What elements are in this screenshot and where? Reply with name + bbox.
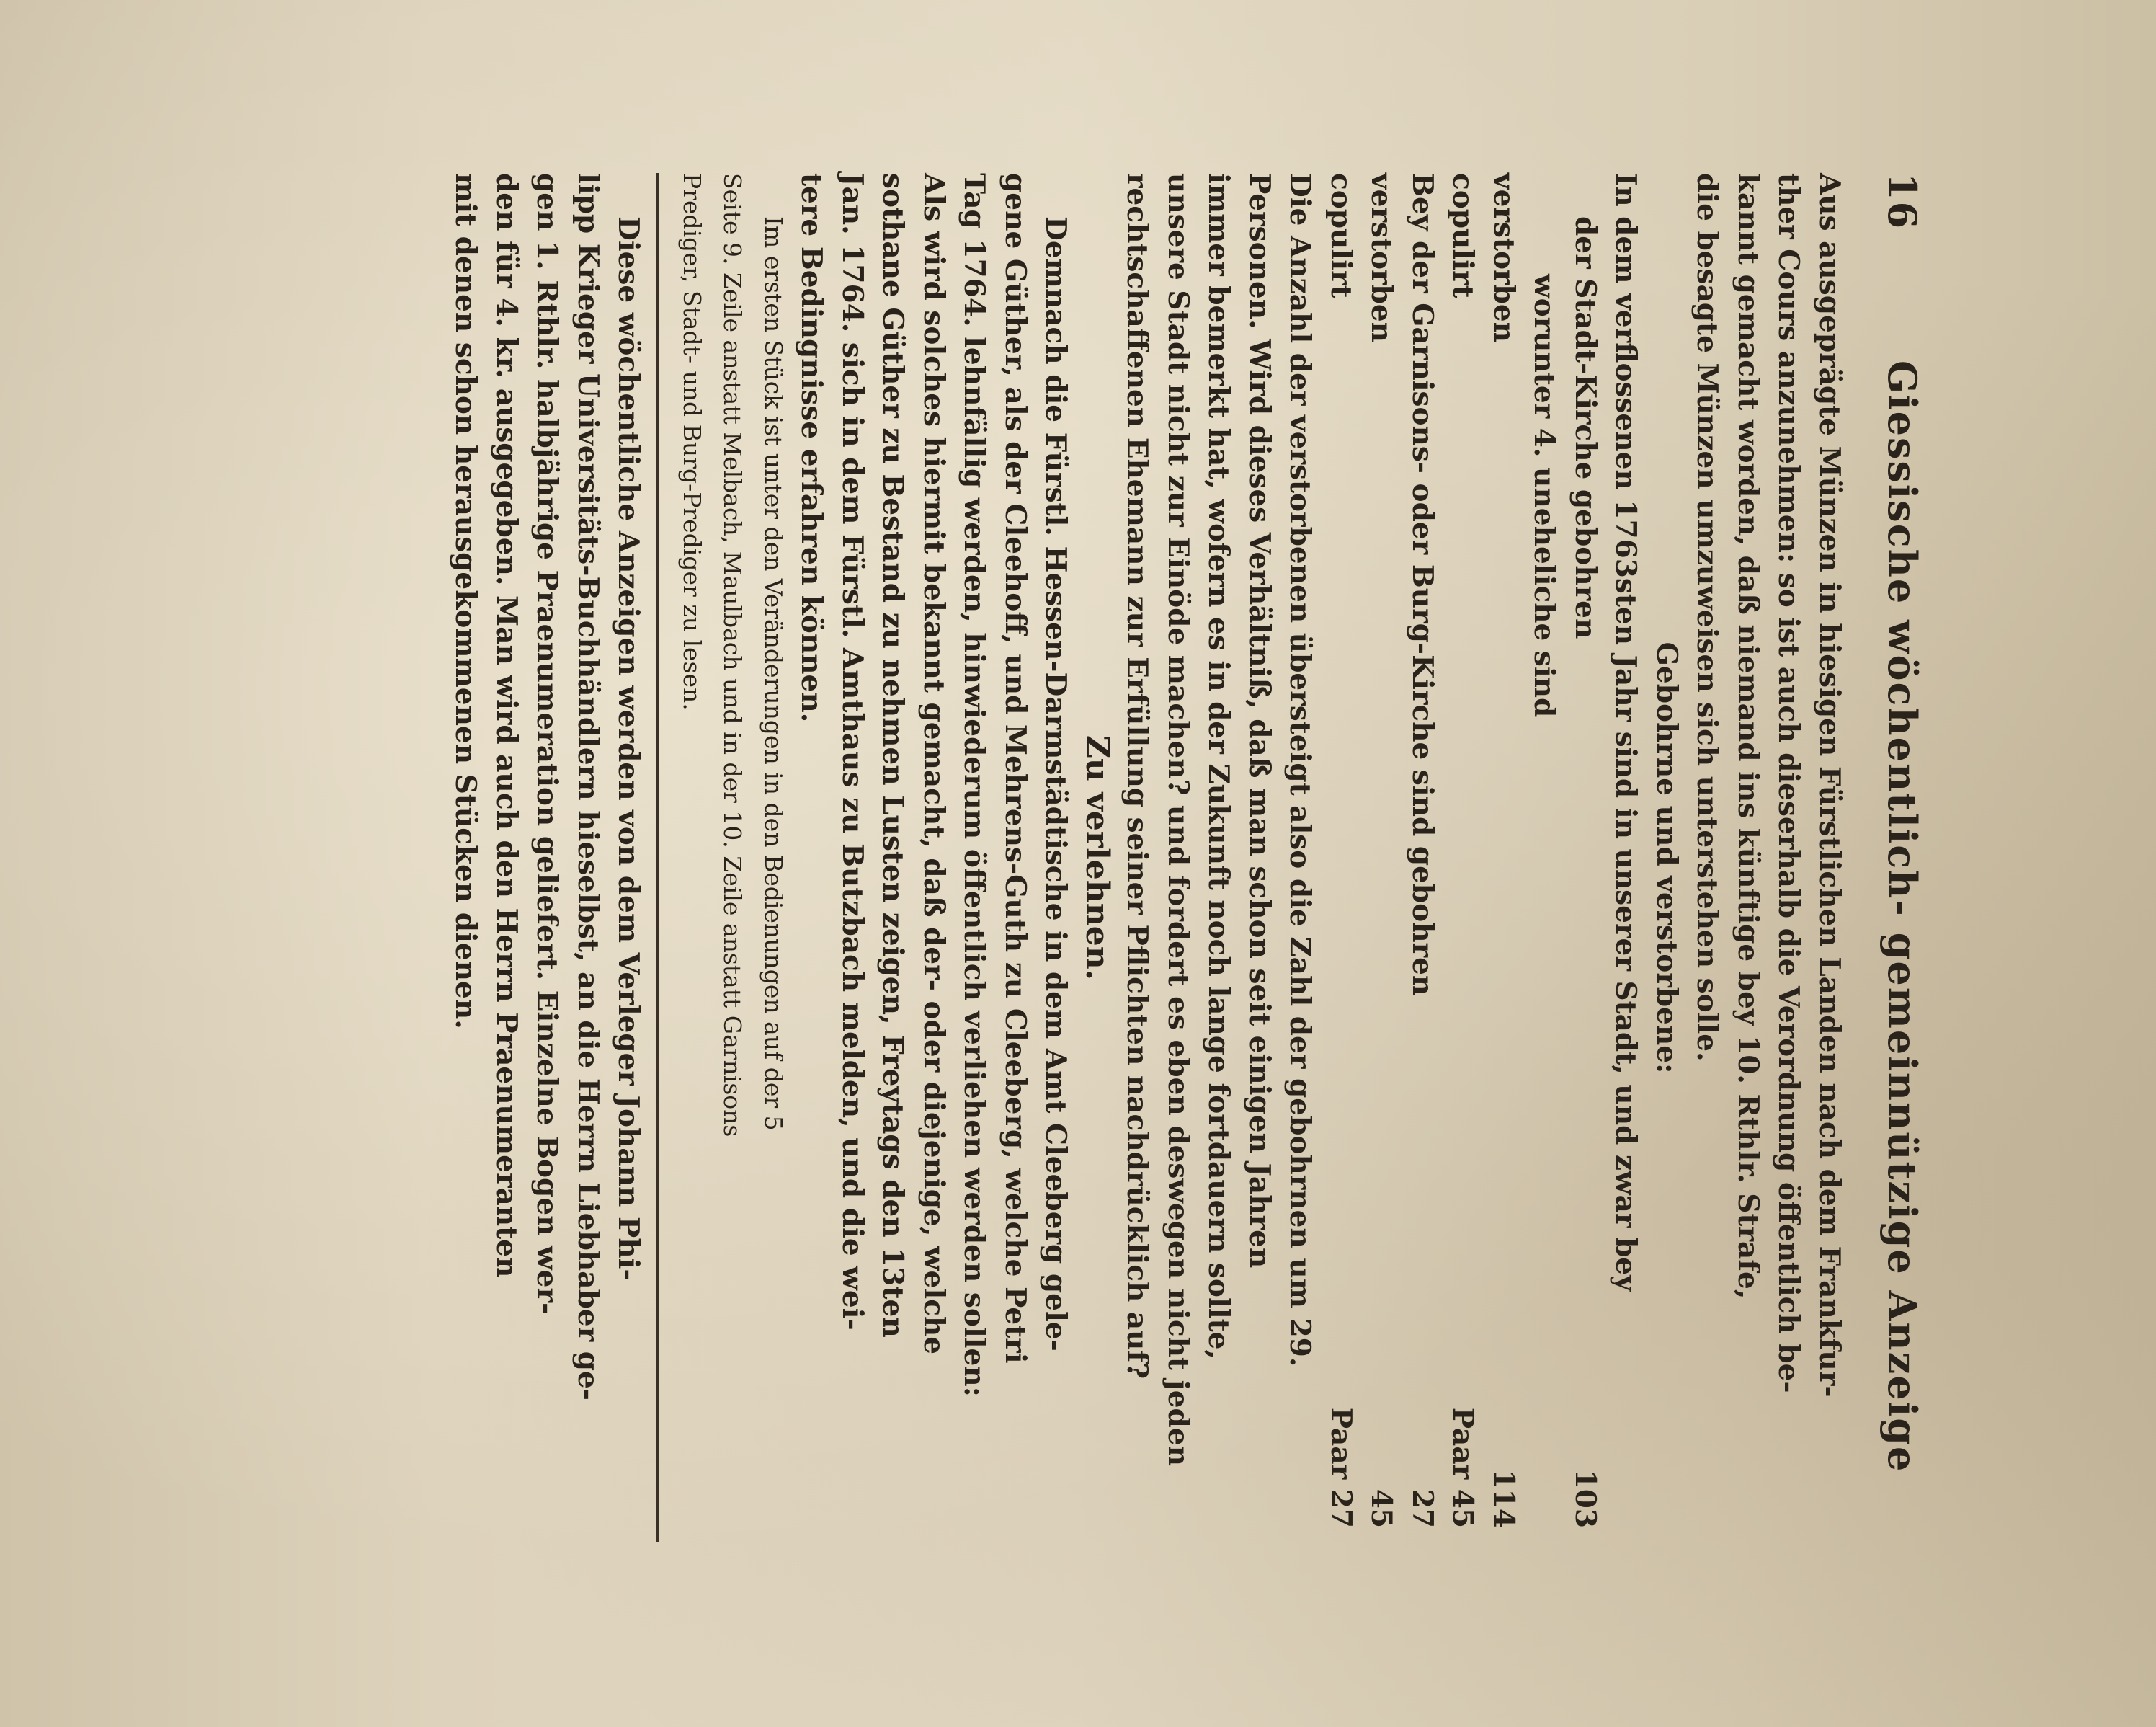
stats-value: 114 — [1487, 1469, 1520, 1528]
summary-line: Die Anzahl der verstorbenen übersteigt also die Zahl der gebohrnen um 29. — [1283, 173, 1317, 1367]
births-deaths-intro: In dem verflossenen 1763sten Jahr sind in unserer Stadt, und zwar bey — [1609, 173, 1643, 1292]
summary-line: rechtschaffenen Ehemann zur Erfüllung seiner Pflichten nachdrücklich auf? — [1121, 173, 1154, 1380]
stats-row — [1484, 173, 1525, 1542]
footer-line: lipp Krieger Universitäts-Buchhändlern hieselbst, an die Herrn Liebhaber ge- — [571, 173, 605, 1400]
lease-line: Demnach die Fürstl. Hessen-Darmstädtische in dem Amt Cleeberg gele- — [1039, 216, 1073, 1351]
errata-line: Prediger, Stadt- und Burg-Prediger zu lesen. — [678, 173, 706, 711]
summary-line: immer bemerkt hat, wofern es in der Zukunft noch lange fortdauern sollte, — [1202, 173, 1236, 1359]
stats-value: Paar 27 — [1324, 1407, 1358, 1528]
errata-line: Im ersten Stück ist unter den Veränderungen in den Bedienungen auf der 5 — [760, 216, 788, 1131]
stats-row — [1361, 173, 1402, 1542]
summary-line: Personen. Wird dieses Verhältniß, daß man schon seit einigen Jahren — [1243, 173, 1276, 1269]
stats-label: copulirt — [1446, 173, 1480, 298]
stats-row — [1321, 173, 1362, 1542]
stats-row — [1524, 173, 1565, 1542]
footer-line: mit denen schon herausgekommenen Stücken dienen. — [449, 173, 483, 1029]
errata-line: Seite 9. Zeile anstatt Melbach, Maulbach und in der 10. Zeile anstatt Garnisons — [718, 173, 747, 1137]
page-number: 16 — [1879, 173, 1925, 231]
lease-line: gene Güther, als der Cleehoff, und Mehrens-Guth zu Cleeberg, welche Petri — [999, 173, 1032, 1364]
stats-label: worunter 4. uneheliche sind — [1528, 274, 1562, 718]
stats-label: der Stadt-Kirche gebohren — [1569, 216, 1602, 639]
stats-label: copulirt — [1324, 173, 1358, 298]
lease-line: Als wird solches hiermit bekannt gemacht, daß der- oder diejenige, welche — [917, 173, 950, 1355]
lease-line: Jan. 1764. sich in dem Fürstl. Amthaus zu Butzbach melden, und die wei- — [836, 173, 869, 1331]
intro-line: die besagte Münzen umzuweisen sich unterstehen solle. — [1690, 173, 1724, 1062]
summary-line: unsere Stadt nicht zur Einöde machen? und fordert es eben deswegen nicht jeden — [1162, 173, 1195, 1466]
footer-line: gen 1. Rthlr. halbjährige Praenumeration geliefert. Einzelne Bogen wer- — [530, 173, 564, 1315]
page-header — [1853, 173, 1933, 1542]
stats-value: 45 — [1365, 1488, 1399, 1528]
stats-row — [1565, 173, 1606, 1542]
page-body — [445, 173, 1850, 1542]
footer-line: Diese wöchentliche Anzeigen werden von dem Verleger Johann Phi- — [612, 216, 646, 1281]
lease-heading: Zu verlehnen. — [1079, 734, 1115, 981]
rotated-page — [189, 173, 1933, 1542]
stats-value: 103 — [1569, 1469, 1602, 1528]
lease-line: sothane Güther zu Bestand zu nehmen Lusten zeigen, Freytags den 13ten — [876, 173, 910, 1338]
intro-line: kannt gemacht worden, daß niemand ins künftige bey 10. Rthlr. Strafe, — [1732, 173, 1765, 1300]
page-title: Giessische wöchentlich- gemeinnützige Anzeige — [1879, 360, 1925, 1473]
stats-label: verstorben — [1365, 173, 1399, 342]
lease-line: Tag 1764. lehnfällig werden, hinwiederum öffentlich verliehen werden sollen: — [958, 173, 992, 1398]
stats-value: Paar 45 — [1446, 1407, 1480, 1528]
stats-row — [1402, 173, 1443, 1542]
stats-label: Bey der Garnisons- oder Burg-Kirche sind gebohren — [1406, 173, 1439, 996]
stats-label: verstorben — [1487, 173, 1520, 342]
intro-line: ther Cours anzunehmen: so ist auch dieserhalb die Verordnung öffentlich be- — [1772, 173, 1806, 1393]
stats-value: 27 — [1406, 1488, 1439, 1528]
intro-line: Aus ausgeprägte Münzen in hiesigen Fürstlichen Landen nach dem Frankfur- — [1813, 173, 1846, 1398]
footer-line: den für 4. kr. ausgegeben. Man wird auch den Herrn Praenumeranten — [490, 173, 523, 1278]
lease-line: tere Bedingnisse erfahren können. — [795, 173, 829, 723]
stats-row — [1443, 173, 1484, 1542]
births-deaths-heading: Gebohrne und verstorbene: — [1650, 641, 1683, 1074]
divider-rule — [656, 173, 659, 1542]
